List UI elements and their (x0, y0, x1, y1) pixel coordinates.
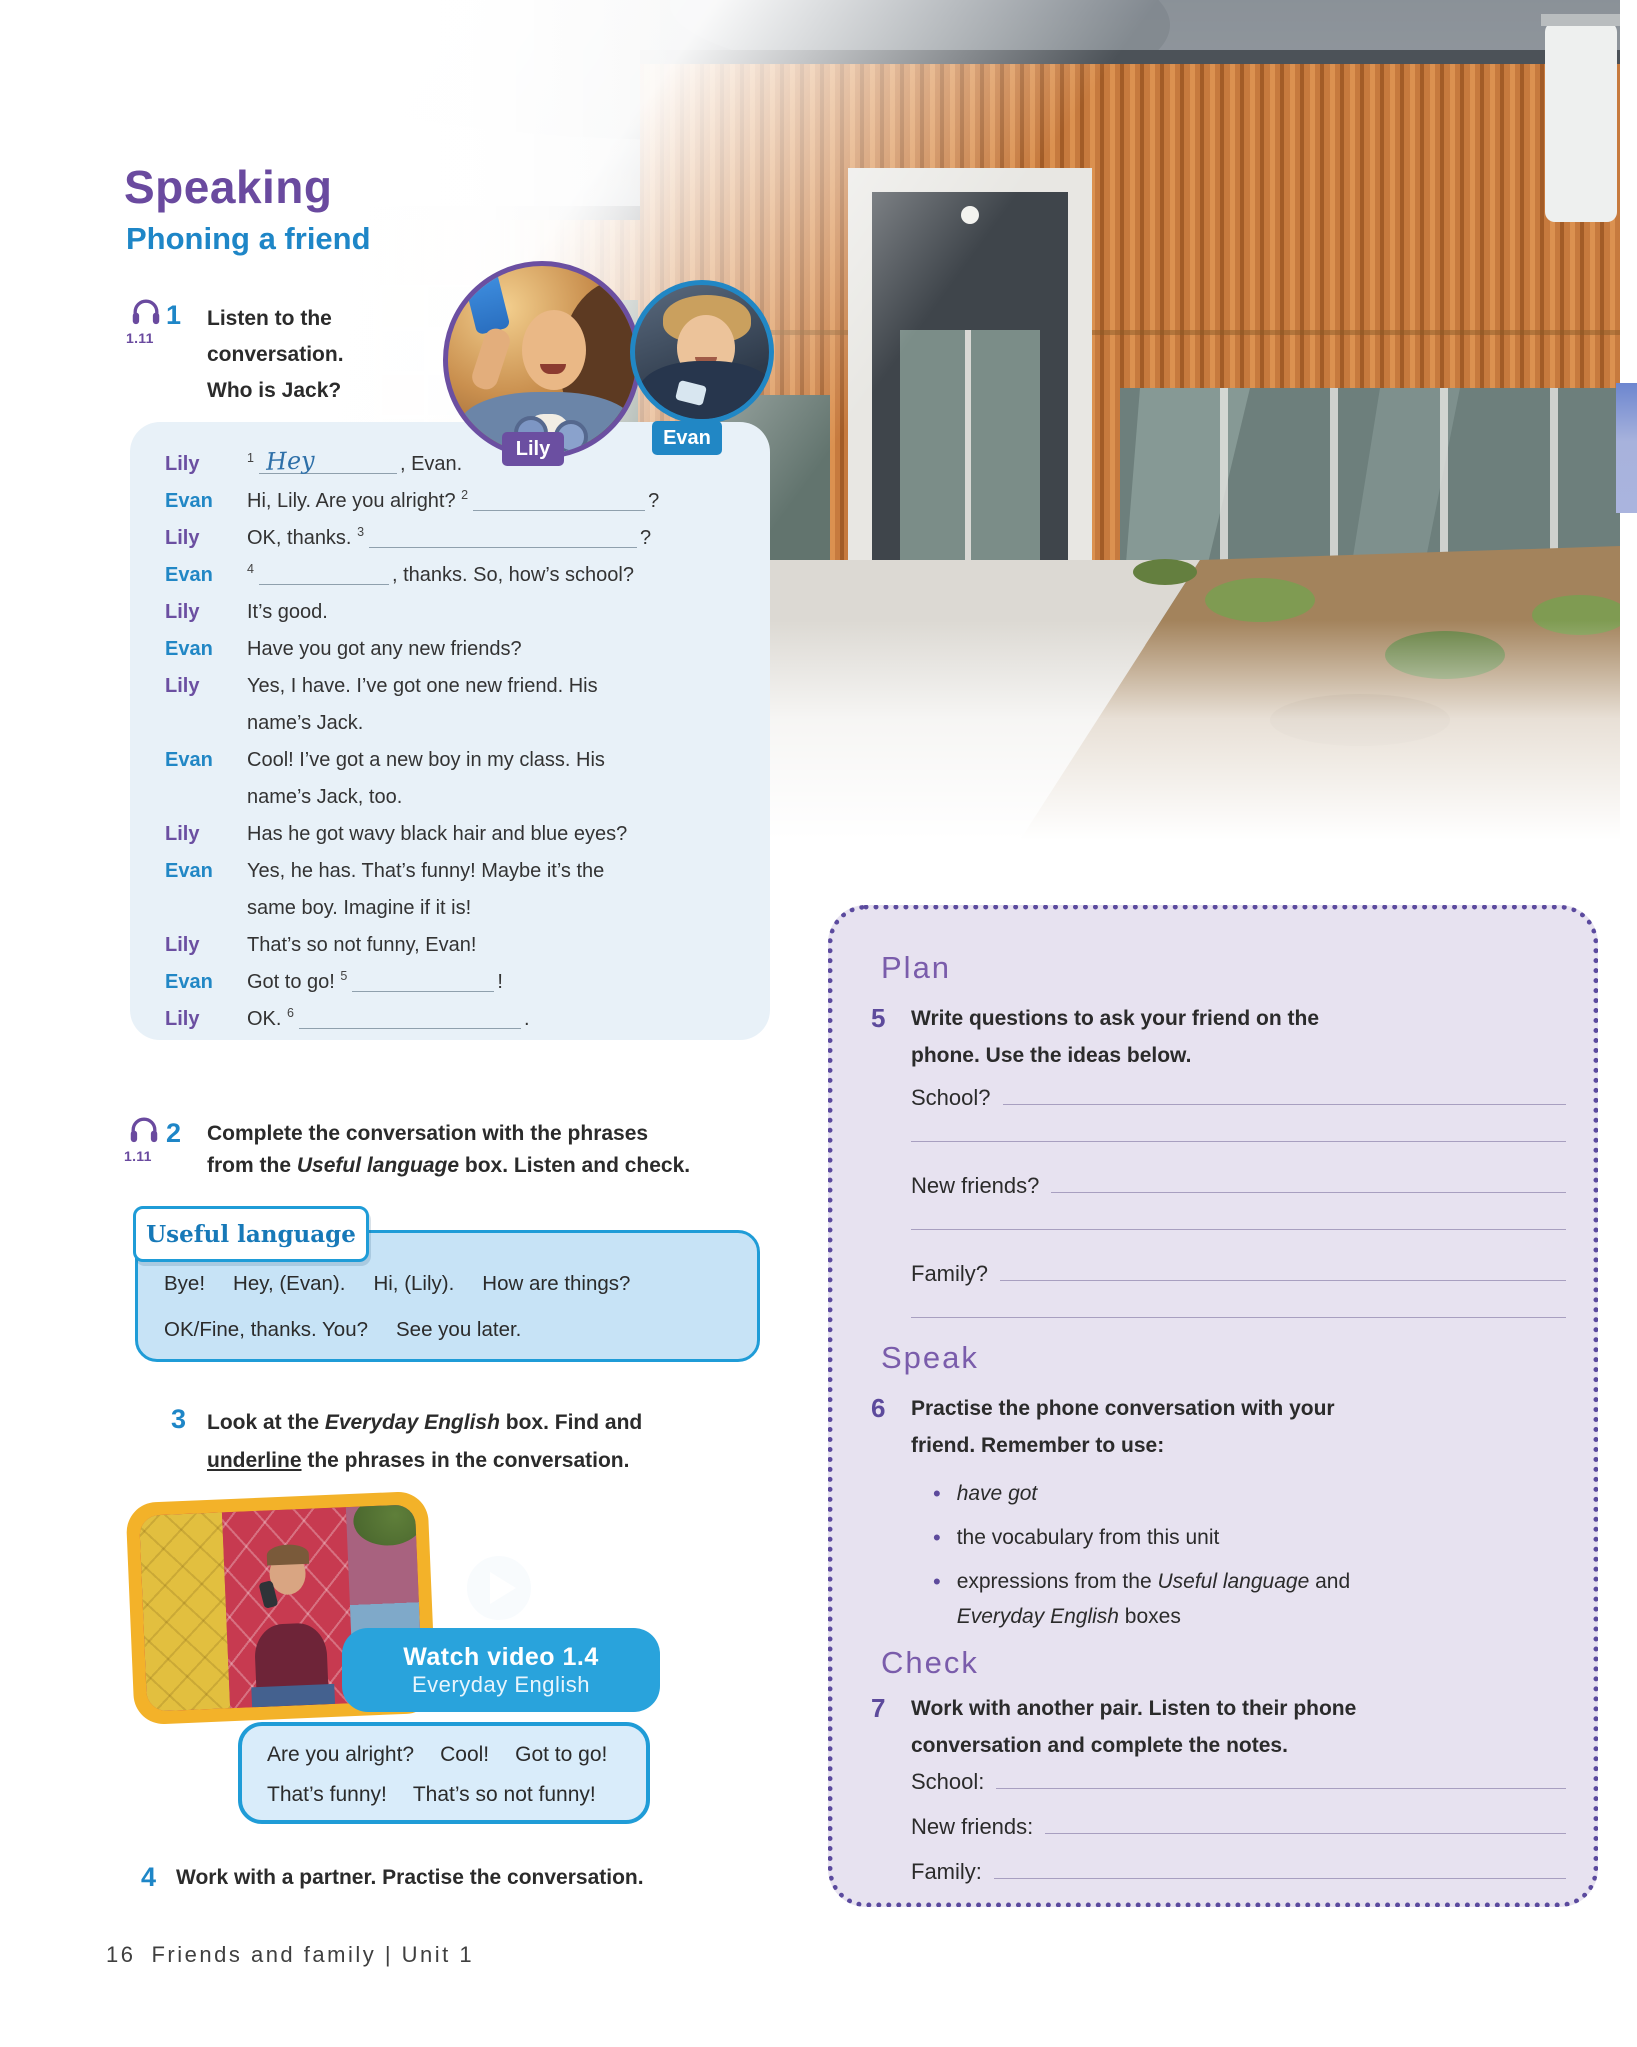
exercise3-number: 3 (171, 1404, 187, 1434)
phrase: How are things? (482, 1272, 631, 1295)
bullet-text: the vocabulary from this unit (956, 1526, 1220, 1549)
dialogue-text: It’s good. (247, 601, 328, 623)
exercise4-number: 4 (141, 1862, 157, 1892)
exercise3-instruction: Look at the Everyday English box. Find and underline the phrases in the conversation. (207, 1411, 643, 1472)
speak-number: 6 (871, 1393, 886, 1423)
page-footer (106, 1942, 474, 1968)
phrase-row (164, 1307, 757, 1353)
check-fields (911, 1762, 1566, 1897)
speaker-name: Lily (165, 453, 200, 475)
dialogue-line (165, 668, 743, 742)
dialogue-text: Has he got wavy black hair and blue eyes? (247, 823, 628, 845)
phrase: That’s funny! (267, 1783, 387, 1806)
blank-number: 6 (287, 1006, 294, 1021)
phrase: Hi, (Lily). (373, 1272, 455, 1295)
evan-photo (630, 280, 774, 424)
footer-text: Friends and family | Unit 1 (151, 1942, 475, 1967)
answer-line[interactable] (1003, 1078, 1566, 1105)
dialogue-line (165, 742, 743, 816)
speaker-name: Lily (165, 601, 200, 623)
field-label: New friends: (911, 1814, 1034, 1839)
answer-blank[interactable] (473, 492, 645, 511)
speaker-name: Evan (165, 860, 213, 882)
blank-number: 4 (247, 562, 254, 577)
lily-label: Lily (502, 432, 564, 466)
check-number: 7 (871, 1693, 886, 1723)
speak-bullets (933, 1476, 1553, 1643)
phrase: Got to go! (515, 1743, 608, 1766)
dialogue-line (165, 853, 743, 927)
answer-blank[interactable] (369, 529, 637, 548)
dialogue-text: Have you got any new friends? (247, 638, 522, 660)
audio-track-number: 1.11 (126, 330, 154, 346)
dialogue-line (165, 964, 743, 1001)
plan-field (911, 1254, 1566, 1318)
speaker-name: Evan (165, 971, 213, 993)
dialogue-line (165, 816, 743, 853)
dialogue-text: That’s so not funny, Evan! (247, 934, 477, 956)
phrase: Are you alright? (267, 1743, 415, 1766)
field-label: Family: (911, 1859, 982, 1884)
play-button[interactable] (462, 1551, 536, 1625)
phrase: See you later. (396, 1318, 522, 1341)
plan-field (911, 1166, 1566, 1230)
dialogue-text: Yes, I have. I’ve got one new friend. His name’s Jack. (247, 675, 598, 734)
play-icon (490, 1572, 516, 1604)
dialogue-line (165, 520, 743, 557)
bullet-item (933, 1476, 1553, 1511)
plan-heading: Plan (881, 950, 952, 985)
check-field (911, 1807, 1566, 1852)
audio-icon[interactable] (130, 298, 162, 326)
exercise1-instruction: Listen to the conversation. Who is Jack? (207, 307, 344, 402)
page-edge-tab (1616, 383, 1637, 513)
answer-line[interactable] (996, 1762, 1566, 1789)
answer-line[interactable] (911, 1141, 1566, 1142)
watch-video-title: Watch video 1.4 (403, 1642, 599, 1671)
lily-phone (463, 271, 510, 336)
phrase: OK/Fine, thanks. You? (164, 1318, 368, 1341)
exercise1-number: 1 (166, 300, 182, 330)
speaker-name: Evan (165, 564, 213, 586)
bullet-dot: • (933, 1569, 941, 1594)
check-field (911, 1762, 1566, 1807)
speaker-name: Lily (165, 1008, 200, 1030)
exercise2-number: 2 (166, 1118, 182, 1148)
plan-fields (911, 1078, 1566, 1342)
phrase-row (267, 1735, 646, 1775)
evan-hoodie (639, 361, 774, 424)
blank-number: 1 (247, 451, 254, 466)
phrase: Cool! (440, 1743, 490, 1766)
plan-field (911, 1078, 1566, 1142)
activity-panel (828, 905, 1598, 1907)
answer-line[interactable] (1045, 1807, 1566, 1834)
speaker-name: Evan (165, 638, 213, 660)
dialogue-line (165, 483, 743, 520)
lily-photo (443, 261, 641, 459)
blank-number: 5 (340, 969, 348, 984)
watch-video-subtitle: Everyday English (412, 1671, 590, 1697)
dialogue-text: Hi, Lily. Are you alright? $^2$ ? (247, 488, 660, 512)
page-title: Speaking (124, 161, 333, 213)
phrase: Bye! (164, 1272, 206, 1295)
dialogue-text: OK. $^6$ . (247, 1006, 530, 1030)
exercise4-instruction: Work with a partner. Practise the conversation. (176, 1866, 644, 1889)
audio-track-number-2: 1.11 (124, 1148, 152, 1164)
bullet-text: expressions from the Useful language and Everyday English boxes (956, 1570, 1351, 1628)
answer-line[interactable] (1000, 1254, 1566, 1281)
dialogue-text: Cool! I’ve got a new boy in my class. His name’s Jack, too. (247, 749, 605, 808)
dialogue-text: $^1$ Hey , Evan. (247, 446, 743, 483)
phrase-row (267, 1775, 646, 1815)
dialogue-line (165, 631, 743, 668)
dialogue-line (165, 557, 743, 594)
phrase: That’s so not funny! (412, 1783, 596, 1806)
headphones-icon (130, 298, 162, 326)
conversation-dialogue (165, 446, 743, 1038)
answer-line[interactable] (1051, 1166, 1566, 1193)
check-instruction: Work with another pair. Listen to their phone conversation and complete the notes. (911, 1697, 1357, 1757)
speaker-name: Evan (165, 490, 213, 512)
watch-video-box[interactable] (342, 1628, 660, 1712)
speaker-name: Evan (165, 749, 213, 771)
speak-heading: Speak (881, 1340, 979, 1375)
everyday-english-box (238, 1722, 650, 1824)
blank-number: 3 (357, 525, 365, 540)
speaker-name: Lily (165, 823, 200, 845)
answer-blank[interactable] (352, 973, 494, 992)
speaker-name: Lily (165, 675, 200, 697)
woman-hair (266, 1544, 309, 1566)
headphones-icon (128, 1116, 160, 1144)
exercise2-instruction: Complete the conversation with the phrases from the Useful language box. Listen and check. (207, 1122, 691, 1177)
answer-line[interactable] (911, 1229, 1566, 1230)
useful-language-tab: Useful language (133, 1206, 369, 1262)
dialogue-text: OK, thanks. $^3$ ? (247, 525, 652, 549)
check-heading: Check (881, 1645, 979, 1680)
dialogue-text: Got to go! $^5$ ! (247, 969, 503, 993)
plan-number: 5 (871, 1003, 886, 1033)
page-subtitle: Phoning a friend (126, 221, 371, 256)
woman-jeans (251, 1684, 335, 1707)
speak-instruction: Practise the phone conversation with your friend. Remember to use: (911, 1397, 1335, 1457)
evan-label: Evan (652, 421, 722, 455)
dialogue-line (165, 927, 743, 964)
yellow-wall (139, 1512, 230, 1711)
lily-face (522, 310, 586, 390)
answer-line[interactable] (911, 1317, 1566, 1318)
answer-blank[interactable] (259, 566, 389, 585)
check-field (911, 1852, 1566, 1897)
answer-line[interactable] (994, 1852, 1566, 1879)
dialogue-line (165, 594, 743, 631)
dialogue-text: Yes, he has. That’s funny! Maybe it’s the same boy. Imagine if it is! (247, 860, 605, 919)
answer-blank[interactable] (299, 1010, 521, 1029)
bullet-item (933, 1564, 1553, 1634)
handwritten-answer: Hey (265, 446, 316, 476)
audio-icon-2[interactable] (128, 1116, 160, 1144)
field-label: School? (911, 1085, 991, 1110)
field-label: School: (911, 1769, 985, 1794)
page-number: 16 (106, 1942, 136, 1967)
phrase-row (164, 1261, 757, 1307)
phrase: Hey, (Evan). (233, 1272, 346, 1295)
dialogue-line (165, 1001, 743, 1038)
speaker-name: Lily (165, 934, 200, 956)
speaker-name: Lily (165, 527, 200, 549)
field-label: New friends? (911, 1173, 1040, 1198)
bullet-item (933, 1520, 1553, 1555)
bullet-text: have got (956, 1482, 1038, 1505)
lily-arm (469, 326, 513, 393)
dialogue-text: $^4$ , thanks. So, how’s school? (247, 562, 634, 586)
blank-number: 2 (461, 488, 469, 503)
bullet-dot: • (933, 1525, 941, 1550)
bullet-dot: • (933, 1481, 941, 1506)
field-label: Family? (911, 1261, 989, 1286)
plan-instruction: Write questions to ask your friend on the phone. Use the ideas below. (911, 1007, 1319, 1067)
